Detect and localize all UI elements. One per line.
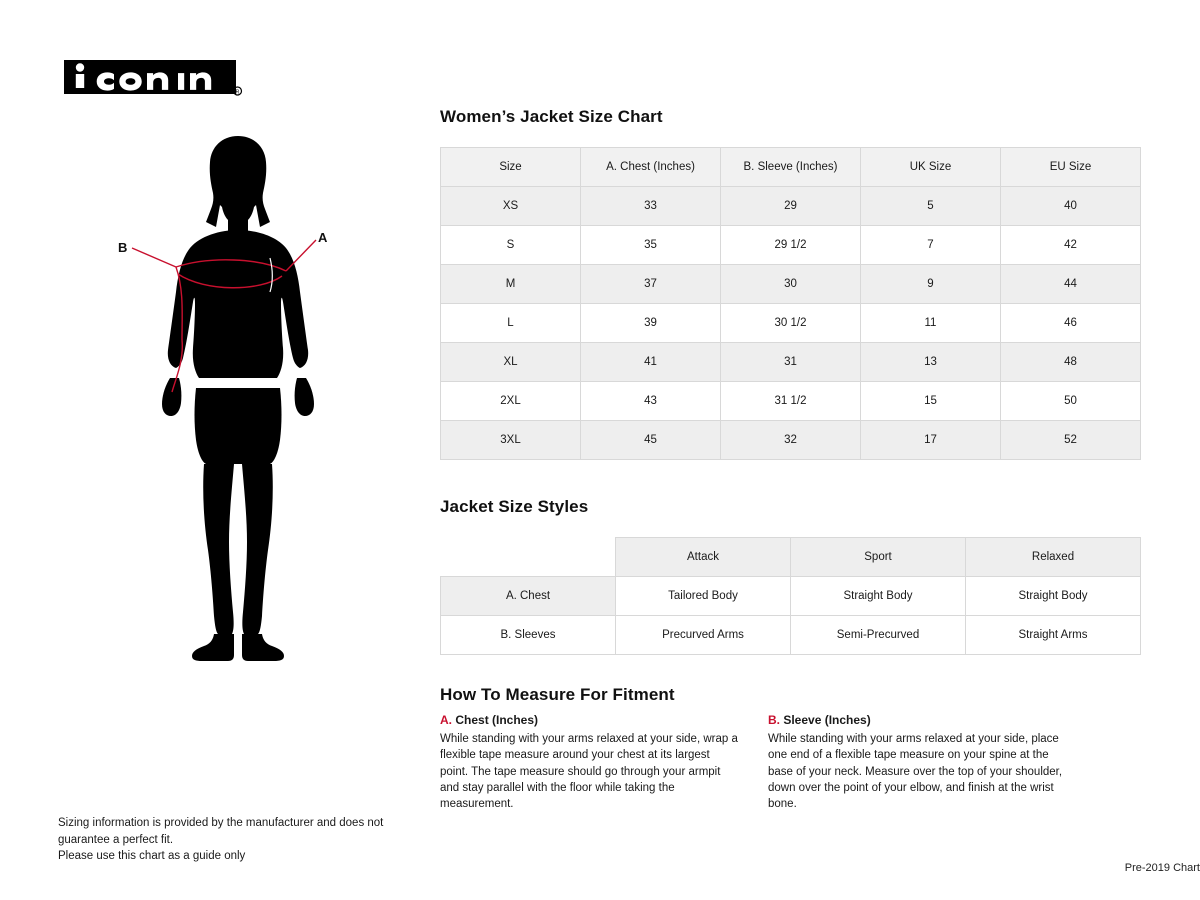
cell-size: XL	[441, 343, 581, 382]
styles-row-label: B. Sleeves	[441, 616, 616, 655]
measure-heading-sleeve	[768, 712, 1068, 729]
measure-heading-text-b: Sleeve (Inches)	[783, 713, 871, 727]
styles-cell: Straight Arms	[966, 616, 1141, 655]
women-jacket-size-table	[440, 147, 1141, 460]
column-header-eu: EU Size	[1001, 148, 1141, 187]
cell-chest: 43	[581, 382, 721, 421]
cell-uk: 11	[861, 304, 1001, 343]
cell-chest: 45	[581, 421, 721, 460]
cell-sleeve: 29 1/2	[721, 226, 861, 265]
styles-cell: Straight Body	[791, 577, 966, 616]
measure-instruction-chest	[440, 712, 740, 813]
size-chart-title: Women’s Jacket Size Chart	[440, 107, 663, 126]
measure-letter-a: A.	[440, 713, 452, 727]
cell-size: M	[441, 265, 581, 304]
table-row	[441, 304, 1141, 343]
styles-cell: Tailored Body	[616, 577, 791, 616]
table-row	[441, 421, 1141, 460]
cell-eu: 50	[1001, 382, 1141, 421]
measure-instruction-sleeve	[768, 712, 1068, 813]
cell-chest: 35	[581, 226, 721, 265]
cell-uk: 5	[861, 187, 1001, 226]
cell-chest: 41	[581, 343, 721, 382]
chart-version-note: Pre-2019 Chart	[1124, 862, 1200, 874]
cell-size: 2XL	[441, 382, 581, 421]
styles-header-row	[441, 538, 1141, 577]
disclaimer-text	[58, 815, 438, 865]
cell-chest: 33	[581, 187, 721, 226]
svg-text:R: R	[235, 89, 240, 96]
disclaimer-line-2: Please use this chart as a guide only	[58, 850, 246, 863]
styles-cell: Precurved Arms	[616, 616, 791, 655]
cell-eu: 40	[1001, 187, 1141, 226]
table-row	[441, 265, 1141, 304]
table-row	[441, 187, 1141, 226]
cell-sleeve: 29	[721, 187, 861, 226]
styles-corner-blank	[441, 538, 616, 577]
cell-sleeve: 31	[721, 343, 861, 382]
cell-chest: 37	[581, 265, 721, 304]
table-row	[441, 226, 1141, 265]
column-header-uk: UK Size	[861, 148, 1001, 187]
cell-sleeve: 30	[721, 265, 861, 304]
styles-row-label: A. Chest	[441, 577, 616, 616]
callout-label-a: A	[318, 230, 328, 245]
cell-eu: 46	[1001, 304, 1141, 343]
table-row	[441, 343, 1141, 382]
styles-cell: Semi-Precurved	[791, 616, 966, 655]
left-panel	[0, 0, 440, 900]
measure-body-a: While standing with your arms relaxed at your side, wrap a flexible tape measure around your chest at its largest point. The tape measure should go through your armpit and stay parallel with the floor while taking the measurement.	[440, 733, 738, 811]
icon-brand-logo	[58, 46, 244, 102]
cell-eu: 42	[1001, 226, 1141, 265]
cell-uk: 9	[861, 265, 1001, 304]
cell-uk: 13	[861, 343, 1001, 382]
styles-column-attack: Attack	[616, 538, 791, 577]
column-header-chest: A. Chest (Inches)	[581, 148, 721, 187]
how-to-measure-title: How To Measure For Fitment	[440, 685, 675, 704]
cell-uk: 17	[861, 421, 1001, 460]
measure-heading-text-a: Chest (Inches)	[455, 713, 539, 727]
cell-uk: 7	[861, 226, 1001, 265]
cell-sleeve: 30 1/2	[721, 304, 861, 343]
cell-size: XS	[441, 187, 581, 226]
measure-body-b: While standing with your arms relaxed at your side, place one end of a flexible tape measure on your spine at the base of your neck. Measure over the top of your shoulder, down over the point of your elbow, and finish at the wrist bone.	[768, 733, 1063, 811]
styles-column-sport: Sport	[791, 538, 966, 577]
jacket-size-styles-table	[440, 537, 1141, 655]
cell-eu: 44	[1001, 265, 1141, 304]
styles-row-sleeves	[441, 616, 1141, 655]
cell-size: 3XL	[441, 421, 581, 460]
table-header-row	[441, 148, 1141, 187]
female-body-silhouette	[110, 130, 390, 670]
cell-chest: 39	[581, 304, 721, 343]
cell-size: S	[441, 226, 581, 265]
jacket-size-styles-title: Jacket Size Styles	[440, 497, 589, 516]
cell-sleeve: 32	[721, 421, 861, 460]
cell-eu: 52	[1001, 421, 1141, 460]
cell-sleeve: 31 1/2	[721, 382, 861, 421]
measure-heading-chest	[440, 712, 740, 729]
cell-size: L	[441, 304, 581, 343]
table-row	[441, 382, 1141, 421]
disclaimer-line-1: Sizing information is provided by the manufacturer and does not guarantee a perfect fit.	[58, 817, 384, 846]
styles-column-relaxed: Relaxed	[966, 538, 1141, 577]
measure-letter-b: B.	[768, 713, 780, 727]
cell-eu: 48	[1001, 343, 1141, 382]
styles-row-chest	[441, 577, 1141, 616]
column-header-sleeve: B. Sleeve (Inches)	[721, 148, 861, 187]
column-header-size: Size	[441, 148, 581, 187]
callout-label-b: B	[118, 240, 128, 255]
right-panel	[440, 0, 1200, 900]
cell-uk: 15	[861, 382, 1001, 421]
styles-cell: Straight Body	[966, 577, 1141, 616]
